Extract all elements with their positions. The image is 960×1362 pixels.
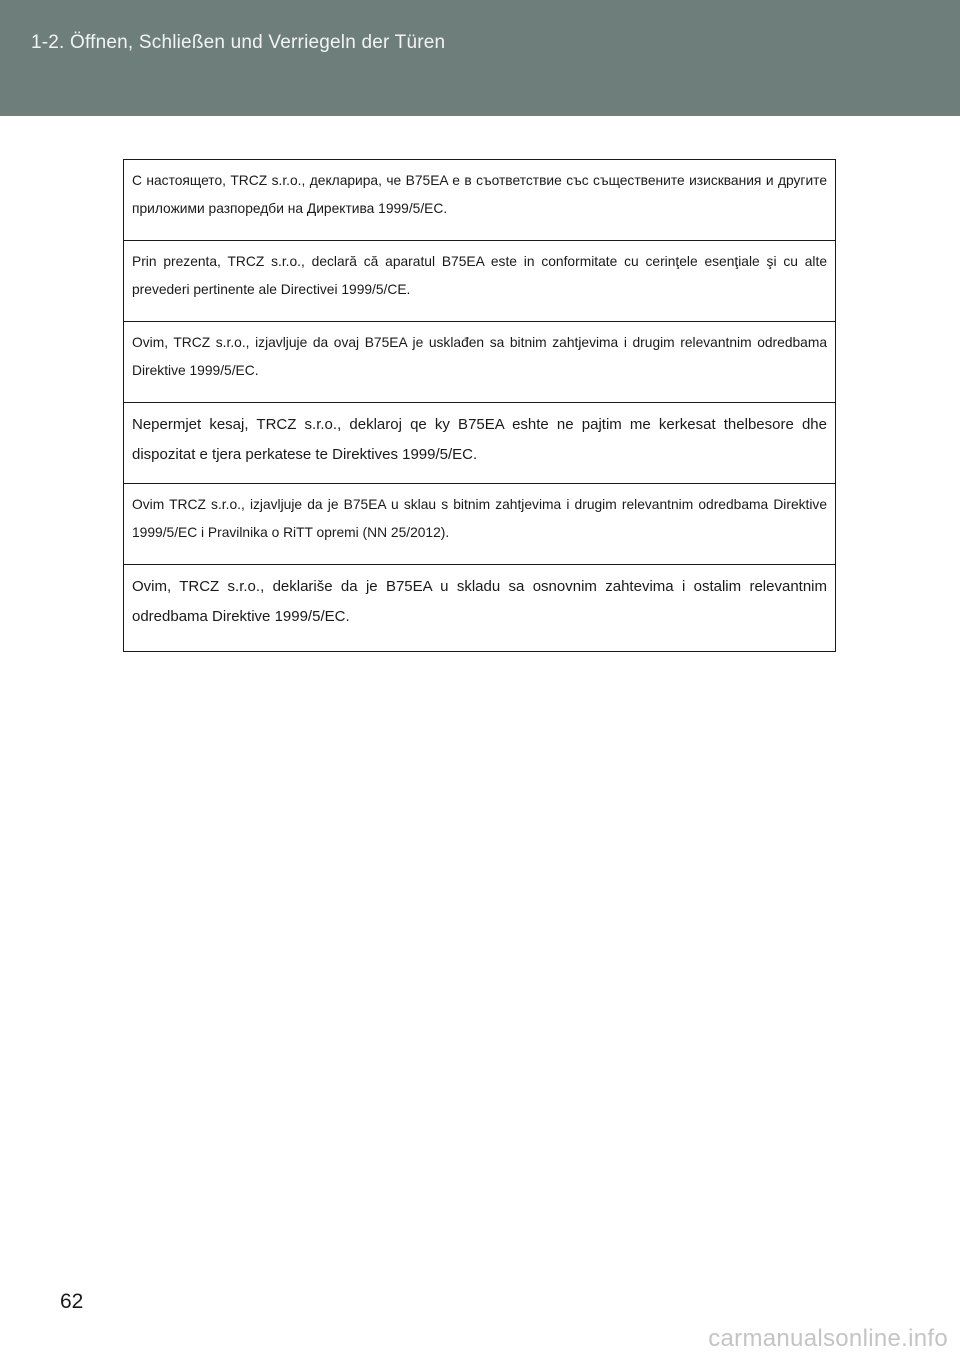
section-title: 1-2. Öffnen, Schließen und Verriegeln der Türen bbox=[31, 32, 446, 53]
declaration-text: Ovim TRCZ s.r.o., izjavljuje da je B75EA u sklau s bitnim zahtjevima i drugim relevantnim odredbama Direktive 1999/5/EC i Pravilnika o RiTT opremi (NN 25/2012). bbox=[132, 497, 827, 540]
header-band bbox=[0, 0, 960, 116]
watermark: carmanualsonline.info bbox=[708, 1325, 948, 1352]
declaration-row-albanian bbox=[124, 403, 835, 484]
declaration-text: С настоящето, TRCZ s.r.o., декларира, че B75EA е в съответствие със съществените изисквания и другите приложими разпоредби на Директива 1999/5/EC. bbox=[132, 173, 827, 216]
declaration-row-croatian bbox=[124, 484, 835, 565]
declaration-row-romanian bbox=[124, 241, 835, 322]
declaration-text: Nepermjet kesaj, TRCZ s.r.o., deklaroj qe ky B75EA eshte ne pajtim me kerkesat thelbesore dhe dispozitat e tjera perkatese te Direktives 1999/5/EC. bbox=[132, 416, 827, 463]
page-number: 62 bbox=[60, 1290, 84, 1313]
declaration-row-bulgarian bbox=[124, 160, 835, 241]
declaration-row-bosnian bbox=[124, 322, 835, 403]
declaration-text: Ovim, TRCZ s.r.o., izjavljuje da ovaj B75EA je usklađen sa bitnim zahtjevima i drugim relevantnim odredbama Direktive 1999/5/EC. bbox=[132, 335, 827, 378]
declaration-text: Prin prezenta, TRCZ s.r.o., declară că aparatul B75EA este in conformitate cu cerinţele esenţiale şi cu alte prevederi pertinente ale Directivei 1999/5/CE. bbox=[132, 254, 827, 297]
declaration-row-serbian bbox=[124, 565, 835, 651]
declaration-text: Ovim, TRCZ s.r.o., deklariše da je B75EA u skladu sa osnovnim zahtevima i ostalim relevantnim odredbama Direktive 1999/5/EC. bbox=[132, 578, 827, 625]
declaration-table bbox=[123, 159, 836, 652]
